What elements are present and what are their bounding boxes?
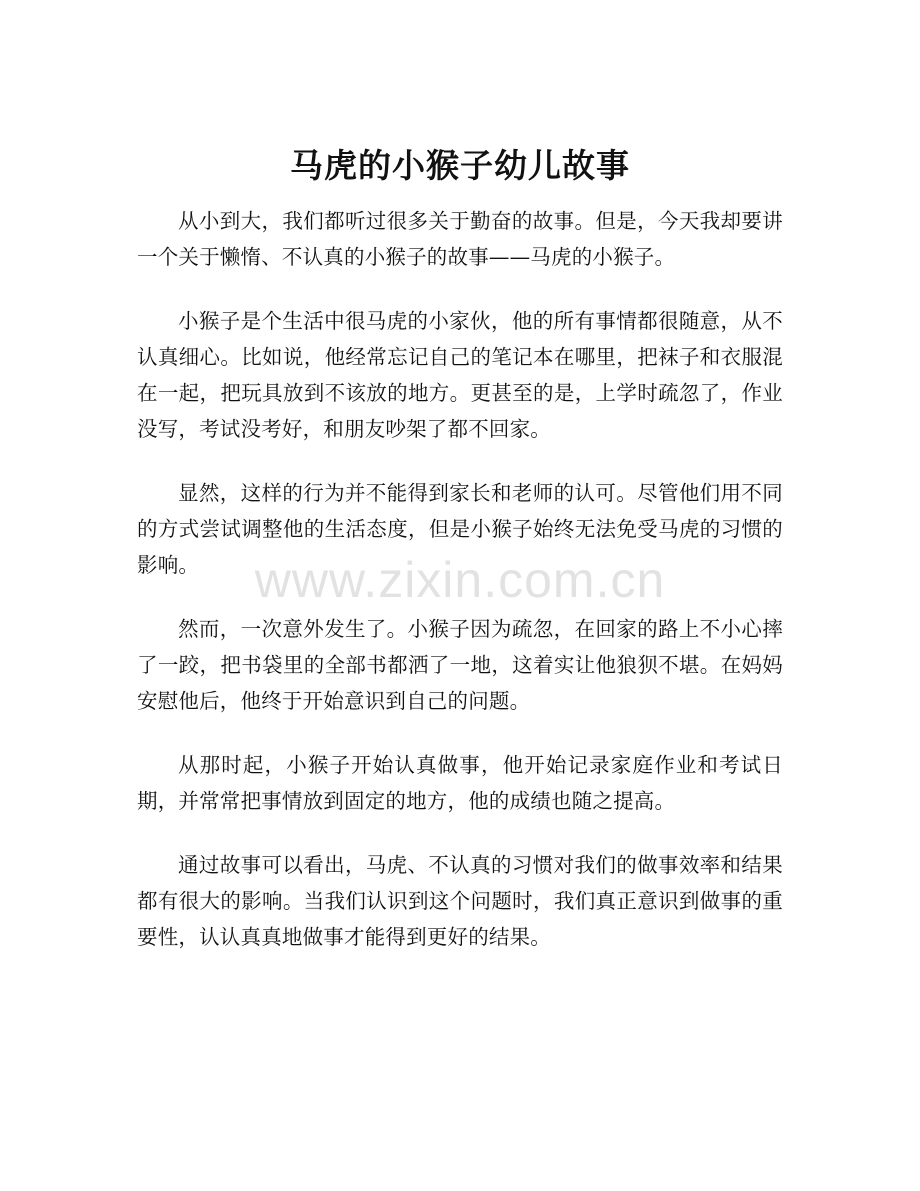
document-title: 马虎的小猴子幼儿故事 bbox=[290, 146, 630, 185]
paragraph: 显然，这样的行为并不能得到家长和老师的认可。尽管他们用不同的方式尝试调整他的生活态度，但是小猴子始终无法免受马虎的习惯的影响。 bbox=[137, 481, 783, 577]
paragraph: 从那时起，小猴子开始认真做事，他开始记录家庭作业和考试日期，并常常把事情放到固定的地方，他的成绩也随之提高。 bbox=[137, 753, 783, 813]
watermark: www.zixin.com.cn bbox=[254, 552, 666, 608]
paragraph: 从小到大，我们都听过很多关于勤奋的故事。但是，今天我却要讲一个关于懒惰、不认真的小猴子的故事——马虎的小猴子。 bbox=[137, 209, 783, 269]
paragraph: 然而，一次意外发生了。小猴子因为疏忽，在回家的路上不小心摔了一跤，把书袋里的全部书都洒了一地，这着实让他狼狈不堪。在妈妈安慰他后，他终于开始意识到自己的问题。 bbox=[137, 617, 783, 713]
document-body bbox=[137, 203, 783, 983]
paragraph: 通过故事可以看出，马虎、不认真的习惯对我们的做事效率和结果都有很大的影响。当我们认识到这个问题时，我们真正意识到做事的重要性，认认真真地做事才能得到更好的结果。 bbox=[137, 853, 783, 949]
paragraph: 小猴子是个生活中很马虎的小家伙，他的所有事情都很随意，从不认真细心。比如说，他经常忘记自己的笔记本在哪里，把袜子和衣服混在一起，把玩具放到不该放的地方。更甚至的是，上学时疏忽了，作业没写，考试没考好，和朋友吵架了都不回家。 bbox=[137, 309, 783, 441]
